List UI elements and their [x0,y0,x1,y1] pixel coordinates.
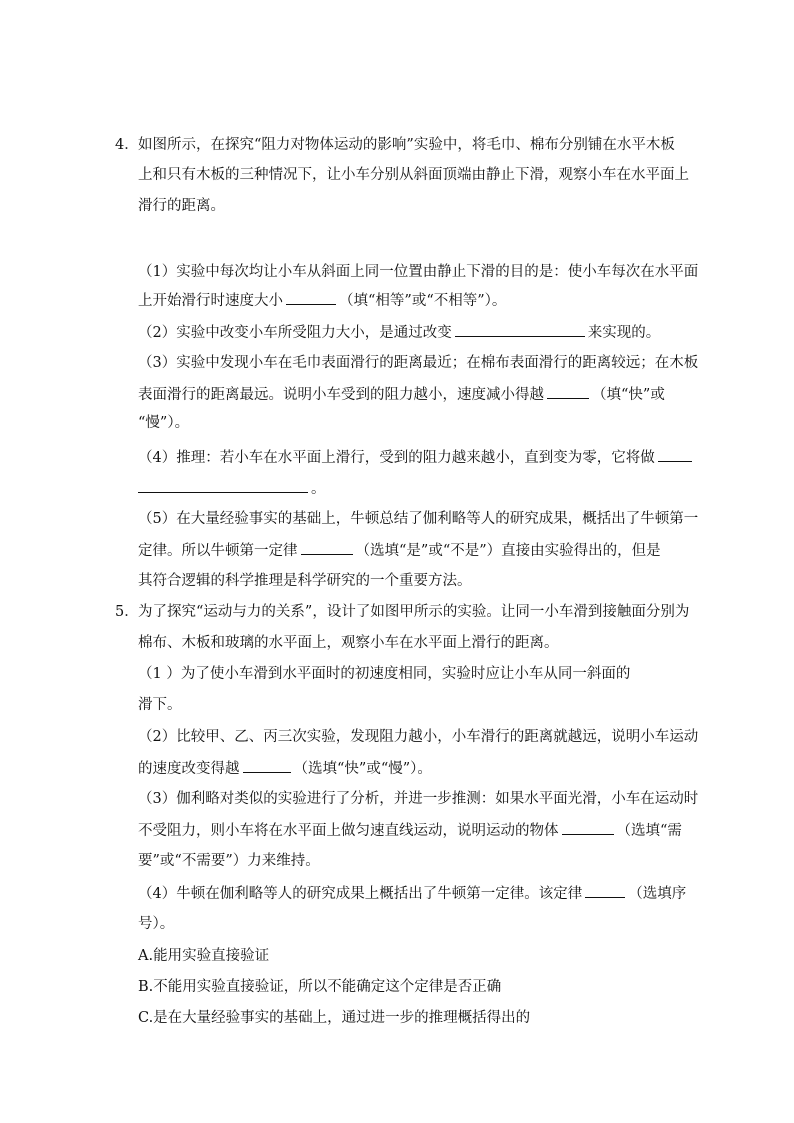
q4-part-4-line-2 [138,478,326,499]
q4-part-1-line-2 [138,290,506,311]
q4-part-3-hint: （填“快”或 [592,387,665,403]
q5-answer-blank-4[interactable] [585,883,625,898]
q4-part-3-line-2 [138,384,665,405]
q5-stem-line-2: 棉布、木板和玻璃的水平面上，观察小车在水平面上滑行的距离。 [138,635,559,651]
q4-stem-line-1: 如图所示，在探究“阻力对物体运动的影响”实验中，将毛巾、棉布分别铺在水平木板 [138,137,675,153]
q5-part-3-line-3: 要”或“不需要”）力来维持。 [138,853,320,869]
q5-part-2-hint: （选填“快”或“慢”）。 [293,761,432,777]
q5-option-b[interactable]: B.不能用实验直接验证，所以不能确定这个定律是否正确 [138,979,502,995]
q5-part-4-hint: （选填序 [628,886,687,902]
q5-part-2-line-2 [138,758,432,779]
q5-part-1-line-1: （1 ）为了使小车滑到水平面时的初速度相同，实验时应让小车从同一斜面的 [138,666,631,682]
q4-part-5-line-3: 其符合逻辑的科学推理是科学研究的一个重要方法。 [138,573,472,589]
q4-part-3-line-1: （3）实验中发现小车在毛巾表面滑行的距离最近；在棉布表面滑行的距离较远；在木板 [138,355,699,371]
q5-part-4-line-2: 号）。 [138,916,175,932]
q4-answer-blank-5[interactable] [301,540,353,555]
q4-answer-blank-4b[interactable] [138,478,308,493]
q4-answer-blank-1[interactable] [286,290,336,305]
q4-part-3-line-3: “慢”）。 [138,415,190,431]
q4-answer-blank-3[interactable] [547,384,589,399]
q5-part-4-text: （4）牛顿在伽利略等人的研究成果上概括出了牛顿第一定律。该定律 [138,886,583,902]
q5-option-a[interactable]: A.能用实验直接验证 [138,948,270,964]
q5-part-3-text: 不受阻力，则小车将在水平面上做匀速直线运动，说明运动的物体 [138,823,559,839]
q5-part-2-text: 的速度改变得越 [138,761,240,777]
q4-part-1-text: 上开始滑行时速度大小 [138,293,283,309]
q5-option-c[interactable]: C.是在大量经验事实的基础上，通过进一步的推理概括得出的 [138,1010,531,1026]
q5-answer-blank-2[interactable] [243,758,291,773]
q5-part-3-line-2 [138,820,682,841]
q4-part-5-text: 定律。所以牛顿第一定律 [138,543,298,559]
q4-part-2-text: （2）实验中改变小车所受阻力大小，是通过改变 [138,325,452,341]
q5-stem-line-1: 为了探究“运动与力的关系”，设计了如图甲所示的实验。让同一小车滑到接触面分别为 [138,604,690,620]
q4-part-1-hint: （填“相等”或“不相等”）。 [339,293,507,309]
q5-part-1-line-2: 滑下。 [138,697,182,713]
q4-stem-line-3: 滑行的距离。 [138,198,225,214]
q4-part-5-hint: （选填“是”或“不是”）直接由实验得出的，但是 [355,543,661,559]
q4-answer-blank-2[interactable] [455,322,585,337]
question-5-number: 5． [115,604,139,620]
q4-stem-line-2: 上和只有木板的三种情况下，让小车分别从斜面顶端由静止下滑，观察小车在水平面上 [138,167,689,183]
q5-answer-blank-3[interactable] [562,820,614,835]
question-4-number: 4． [115,137,139,153]
q4-part-2-line [138,322,660,343]
q4-part-4-line-1 [138,447,695,468]
q4-part-5-line-1: （5）在大量经验事实的基础上，牛顿总结了伽利略等人的研究成果，概括出了牛顿第一 [138,511,699,527]
q4-part-1-line-1: （1）实验中每次均让小车从斜面上同一位置由静止下滑的目的是：使小车每次在水平面 [138,264,699,280]
q5-part-3-hint: （选填“需 [616,823,682,839]
q5-part-2-line-1: （2）比较甲、乙、丙三次实验，发现阻力越小，小车滑行的距离就越远，说明小车运动 [138,729,699,745]
q4-part-4-tail: 。 [311,481,326,497]
q5-part-3-line-1: （3）伽利略对类似的实验进行了分析，并进一步推测：如果水平面光滑，小车在运动时 [138,791,699,807]
q5-part-4-line-1 [138,883,686,904]
q4-part-4-text: （4）推理：若小车在水平面上滑行，受到的阻力越来越小，直到变为零，它将做 [138,450,655,466]
q4-part-5-line-2 [138,540,661,561]
q4-answer-blank-4a[interactable] [658,447,692,462]
q4-part-2-tail: 来实现的。 [587,325,661,341]
q4-part-3-text: 表面滑行的距离最远。说明小车受到的阻力越小，速度减小得越 [138,387,544,403]
